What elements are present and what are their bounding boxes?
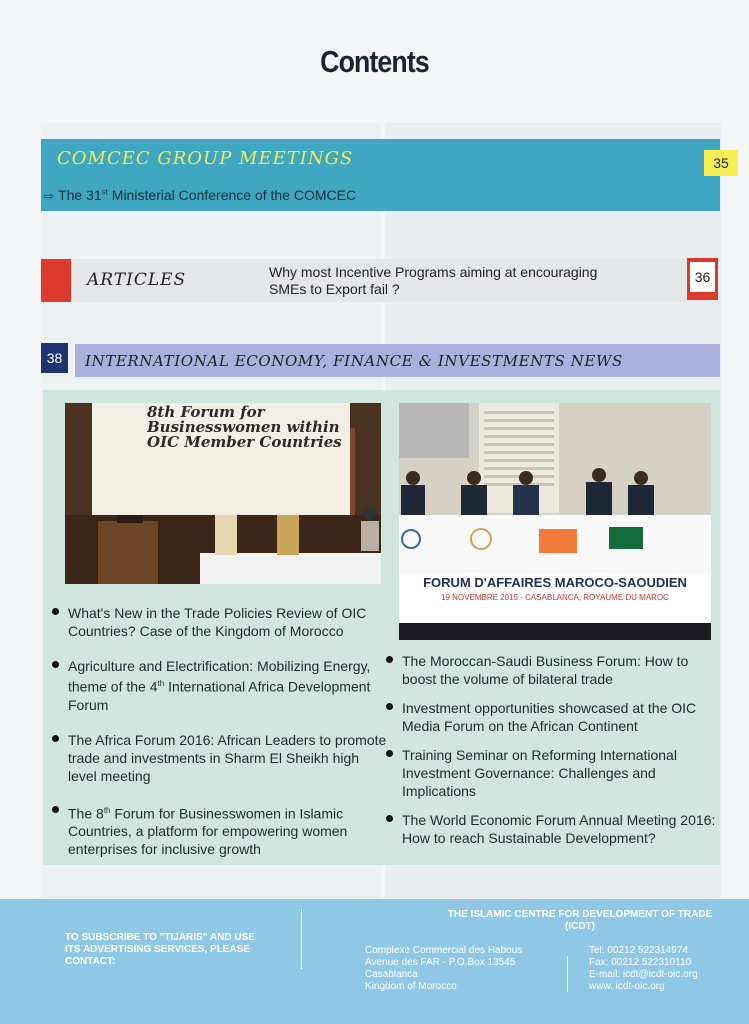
bullet-icon (386, 815, 393, 822)
bullet-icon (52, 806, 59, 813)
articles-description[interactable]: Why most Incentive Programs aiming at encouraging SMEs to Export fail ? (269, 264, 598, 297)
list-item[interactable]: The World Economic Forum Annual Meeting 2016: How to reach Sustainable Development? (386, 811, 716, 847)
list-item[interactable]: What's New in the Trade Policies Review of OIC Countries? Case of the Kingdom of Morocco (52, 604, 388, 640)
articles-page-badge (687, 258, 718, 300)
bullet-icon (52, 608, 59, 615)
subscribe-text: TO SUBSCRIBE TO "TIJARIS" AND USE ITS ADVERTISING SERVICES, PLEASE CONTACT: (65, 932, 255, 967)
footer-divider (301, 909, 302, 969)
email-link[interactable]: E-mail: icdt@icdt-oic.org (589, 969, 698, 980)
list-item[interactable]: The Moroccan-Saudi Business Forum: How to boost the volume of bilateral trade (386, 652, 716, 688)
right-news-list (386, 652, 716, 847)
forum-banner-subtitle: 19 NOVEMBRE 2015 - CASABLANCA, ROYAUME DU MAROC (441, 593, 669, 602)
list-item[interactable]: Training Seminar on Reforming International Investment Governance: Challenges and Implications (386, 746, 716, 800)
website-link[interactable]: www. icdt-oic.org (589, 981, 665, 992)
contact-block (589, 945, 739, 993)
footer-divider (567, 956, 568, 992)
arrow-right-icon: ⇨ (44, 189, 55, 203)
bullet-icon (52, 661, 59, 668)
international-heading: INTERNATIONAL ECONOMY, FINANCE & INVESTMENTS NEWS (85, 352, 623, 370)
fax-text: Fax: 00212 522310110 (589, 957, 692, 968)
articles-heading: ARTICLES (87, 270, 187, 290)
international-section-header[interactable] (75, 344, 720, 377)
organization-name: THE ISLAMIC CENTRE FOR DEVELOPMENT OF TRADE (ICDT) (447, 909, 713, 932)
businesswomen-forum-banner: 8th Forum for Businesswomen within OIC Member Countries (92, 403, 350, 515)
bullet-icon (386, 750, 393, 757)
moroccan-saudi-forum-banner (399, 573, 711, 623)
comcec-section[interactable] (41, 139, 729, 211)
moroccan-saudi-forum-photo (399, 403, 711, 640)
address-block: Complexe Commercial des Habous Avenue des FAR - P.O.Box 13545 Casablanca Kingdom of Morocco (365, 945, 523, 992)
footer (0, 899, 749, 1024)
list-item[interactable]: The 8th Forum for Businesswomen in Islamic Countries, a platform for empowering women enterprises for inclusive growth (52, 802, 388, 859)
bullet-icon (386, 703, 393, 710)
international-page-number: 38 (41, 343, 68, 373)
list-item[interactable]: Agriculture and Electrification: Mobilizing Energy, theme of the 4th International Africa Development Forum (52, 657, 388, 714)
phone-text: Tel: 00212 522314974 (589, 945, 688, 956)
bullet-icon (52, 735, 59, 742)
page-title: Contents (320, 44, 429, 79)
articles-section[interactable] (71, 259, 687, 302)
comcec-heading: COMCEC GROUP MEETINGS (57, 148, 354, 169)
list-item[interactable]: The Africa Forum 2016: African Leaders to promote trade and investments in Sharm El Sheikh high level meeting (52, 731, 388, 785)
list-item[interactable]: Investment opportunities showcased at the OIC Media Forum on the African Continent (386, 699, 716, 735)
bullet-icon (386, 656, 393, 663)
articles-accent (41, 259, 71, 302)
articles-page-number: 36 (690, 262, 715, 292)
comcec-page-number: 35 (704, 150, 738, 176)
forum-banner-title: FORUM D'AFFAIRES MAROCO-SAOUDIEN (423, 575, 687, 590)
comcec-item[interactable]: ⇨ The 31st Ministerial Conference of the COMCEC (44, 187, 357, 203)
businesswomen-forum-photo (65, 403, 381, 584)
left-news-list (52, 604, 388, 858)
